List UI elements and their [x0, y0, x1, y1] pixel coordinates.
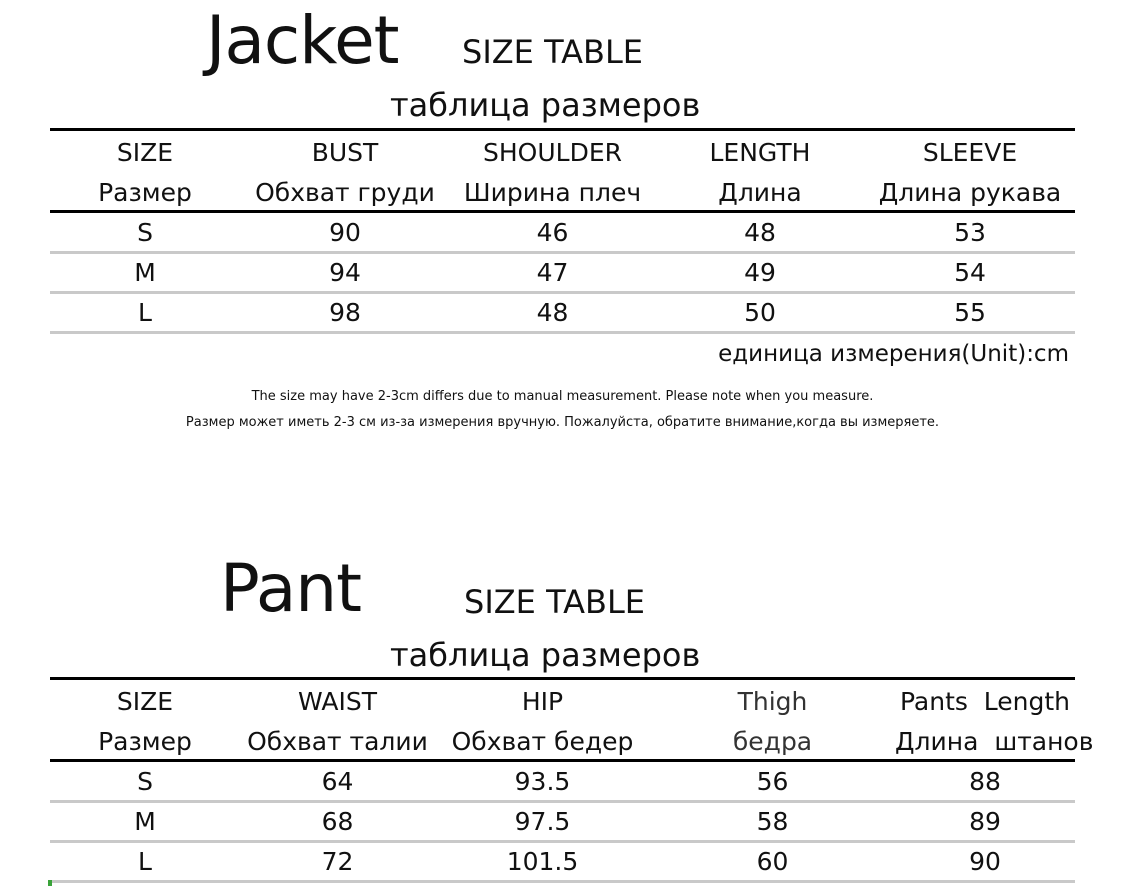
jacket-cell-length: 49 — [744, 258, 776, 287]
jacket-header-bust: BUST — [311, 138, 379, 167]
jacket-cell-shoulder: 48 — [536, 298, 569, 327]
measurement-note-ru: Размер может иметь 2-3 см из-за измерения вручную. Пожалуйста, обратите внимание,когда вы измеряете. — [185, 415, 940, 430]
jacket-size-table — [50, 128, 1075, 338]
pant-cell-pants-length: 90 — [969, 847, 1001, 876]
pant-cell-thigh: 60 — [756, 847, 789, 876]
jacket-header-bust-ru: Обхват груди — [255, 178, 435, 207]
jacket-header-size: SIZE — [116, 138, 174, 167]
corner-mark — [48, 880, 52, 886]
table-row — [50, 802, 1075, 842]
jacket-cell-bust: 98 — [329, 298, 361, 327]
pant-cell-size: L — [138, 847, 152, 876]
jacket-cell-bust: 90 — [329, 218, 361, 247]
jacket-cell-length: 50 — [744, 298, 776, 327]
jacket-cell-size: L — [138, 298, 152, 327]
jacket-unit-note: единица измерения(Unit):cm — [718, 341, 1069, 367]
pant-header-waist: WAIST — [298, 687, 377, 716]
jacket-table-top-rule — [50, 128, 1075, 131]
pant-cell-thigh: 56 — [756, 767, 789, 796]
pant-cell-waist: 72 — [321, 847, 354, 876]
jacket-size-table-label: SIZE TABLE — [462, 33, 644, 71]
jacket-header-shoulder-ru: Ширина плеч — [463, 178, 642, 207]
table-row — [50, 842, 1075, 882]
measurement-note-en: The size may have 2-3cm differs due to manual measurement. Please note when you measure. — [251, 389, 874, 404]
row-divider — [50, 331, 1075, 334]
pant-ru-title: таблица размеров — [390, 636, 701, 674]
pant-header-size: SIZE — [116, 687, 174, 716]
jacket-header-ru-row — [50, 173, 1075, 213]
pant-cell-waist: 64 — [321, 767, 354, 796]
jacket-cell-length: 48 — [744, 218, 776, 247]
table-row — [50, 293, 1075, 333]
pant-header-hip-ru: Обхват бедер — [451, 727, 634, 756]
pant-header-pants-length-ru: Длина штанов — [895, 727, 1094, 756]
pant-cell-size: M — [134, 807, 156, 836]
pant-cell-hip: 101.5 — [506, 847, 579, 876]
jacket-header-size-ru: Размер — [98, 178, 192, 207]
jacket-title: Jacket — [206, 2, 399, 79]
pant-header-waist-ru: Обхват талии — [247, 727, 428, 756]
table-row — [50, 762, 1075, 802]
pant-cell-hip: 97.5 — [514, 807, 571, 836]
jacket-cell-shoulder: 46 — [536, 218, 569, 247]
pant-table-top-rule — [50, 677, 1075, 680]
jacket-ru-title: таблица размеров — [390, 86, 701, 124]
jacket-cell-sleeve: 54 — [954, 258, 986, 287]
table-row — [50, 253, 1075, 293]
pant-cell-pants-length: 89 — [969, 807, 1001, 836]
pant-header-pants-length: Pants Length — [899, 687, 1071, 716]
jacket-header-sleeve-ru: Длина рукава — [878, 178, 1062, 207]
jacket-header-shoulder: SHOULDER — [483, 138, 622, 167]
jacket-cell-size: S — [137, 218, 153, 247]
jacket-header-length: LENGTH — [709, 138, 811, 167]
pant-header-size-ru: Размер — [98, 727, 192, 756]
pant-cell-thigh: 58 — [756, 807, 789, 836]
jacket-cell-sleeve: 55 — [954, 298, 986, 327]
jacket-cell-sleeve: 53 — [954, 218, 986, 247]
table-row — [50, 213, 1075, 253]
pant-size-table — [50, 677, 1094, 890]
jacket-cell-shoulder: 47 — [536, 258, 569, 287]
pant-cell-pants-length: 88 — [969, 767, 1001, 796]
jacket-cell-bust: 94 — [329, 258, 361, 287]
row-divider — [50, 880, 1075, 883]
pant-header-thigh-ru: бедра — [732, 727, 813, 756]
pant-header-en-row — [50, 682, 1075, 722]
pant-header-hip: HIP — [521, 687, 564, 716]
pant-size-table-label: SIZE TABLE — [464, 583, 646, 621]
jacket-header-length-ru: Длина — [718, 178, 802, 207]
pant-header-thigh: Thigh — [737, 687, 808, 716]
pant-cell-hip: 93.5 — [514, 767, 571, 796]
pant-title: Pant — [220, 550, 361, 627]
jacket-header-sleeve: SLEEVE — [922, 138, 1018, 167]
pant-cell-size: S — [137, 767, 153, 796]
pant-header-ru-row — [50, 722, 1094, 762]
jacket-cell-size: M — [134, 258, 156, 287]
pant-cell-waist: 68 — [321, 807, 354, 836]
jacket-header-en-row — [50, 133, 1075, 173]
